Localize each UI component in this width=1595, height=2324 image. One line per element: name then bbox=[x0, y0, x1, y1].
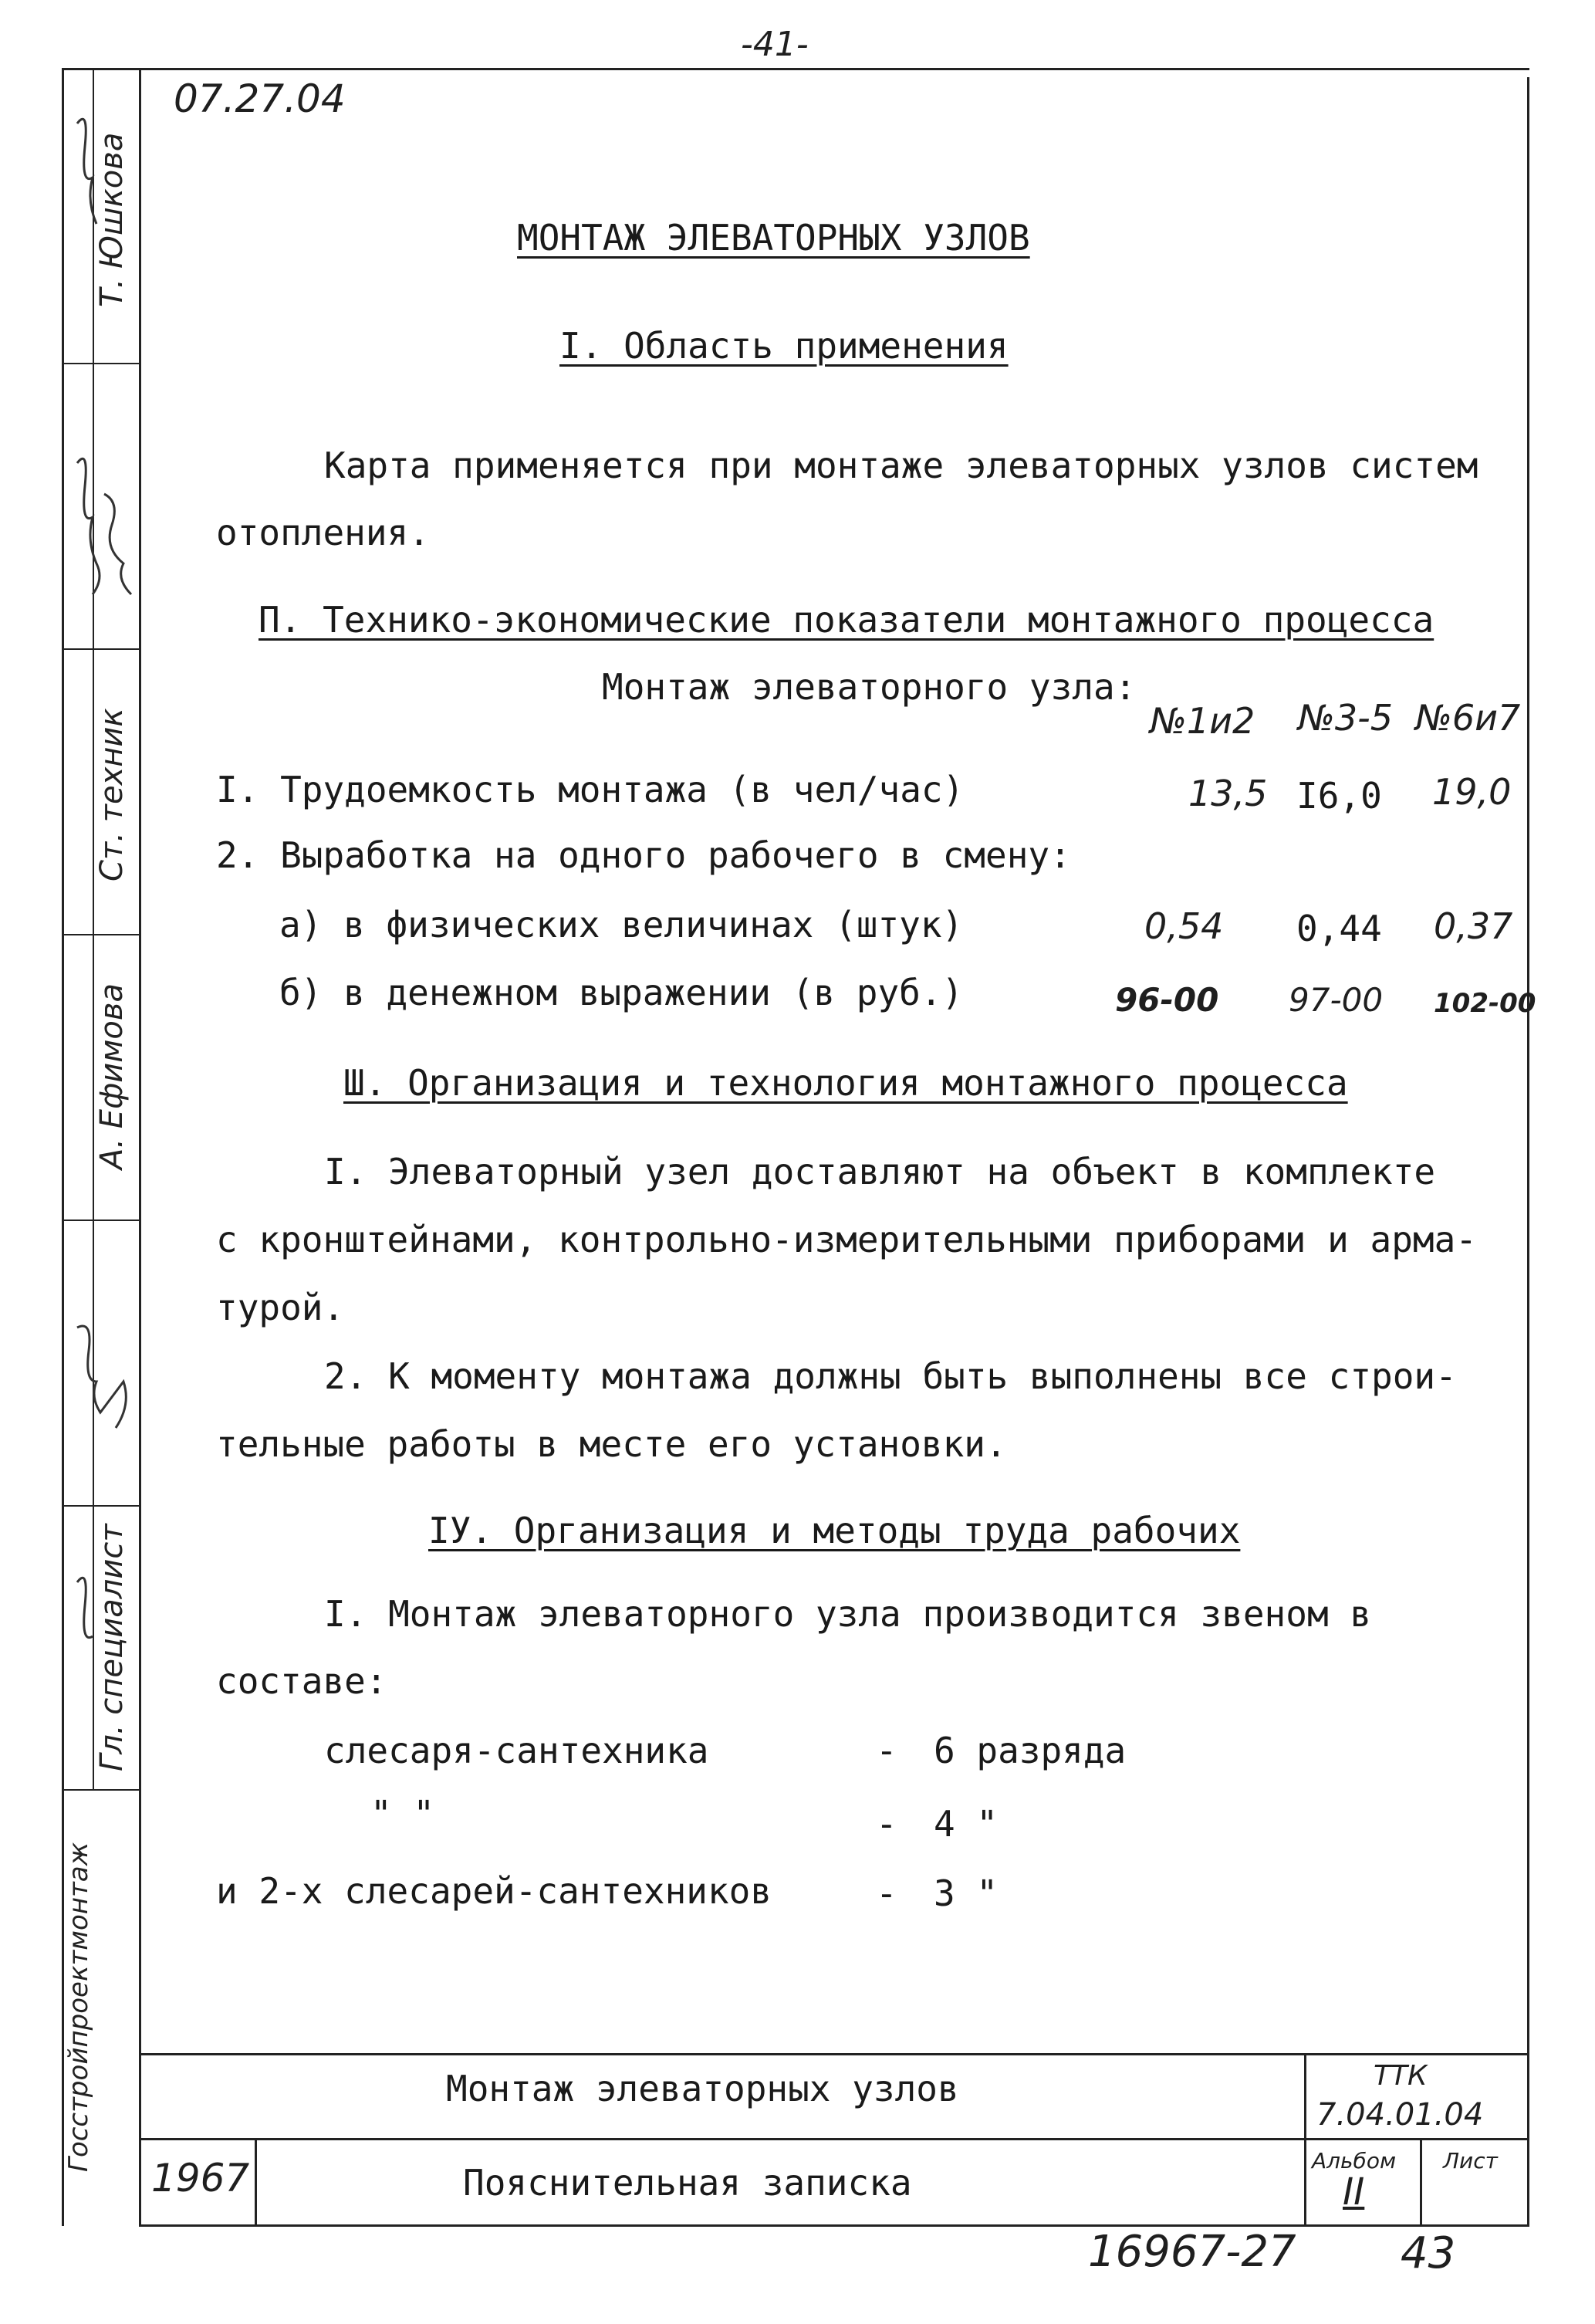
row-label: а) в физических величинах (штук) bbox=[279, 904, 964, 945]
frame-bottom-line bbox=[139, 2224, 1529, 2227]
section3-p1-line3: турой. bbox=[216, 1287, 345, 1328]
crew-who: и 2-х слесарей-сантехников bbox=[216, 1870, 772, 1912]
row-label: I. Трудоемкость монтажа (в чел/час) bbox=[216, 769, 965, 810]
frame-top-line bbox=[62, 68, 1529, 70]
title-block-code-line2: 7.04.01.04 bbox=[1316, 2097, 1484, 2133]
footer-sheet: 43 bbox=[1401, 2228, 1456, 2278]
column-header: №1и2 bbox=[1150, 700, 1255, 742]
footer-number: 16967-27 bbox=[1088, 2227, 1296, 2277]
section2-heading: П. Технико-экономические показатели монтажного процесса bbox=[259, 599, 1434, 641]
title-block-album-label: Альбом bbox=[1312, 2148, 1397, 2173]
title-block-code-line1: ТТК bbox=[1374, 2060, 1428, 2092]
title-block-subtitle: Пояснительная записка bbox=[463, 2162, 912, 2204]
section3-p1-line1: I. Элеваторный узел доставляют на объект в комплекте bbox=[324, 1151, 1436, 1192]
crew-grade: 3 " bbox=[934, 1872, 999, 1914]
crew-who: слесаря-сантехника bbox=[324, 1730, 709, 1771]
column-header: №6и7 bbox=[1415, 697, 1521, 739]
side-stamp-cell: Ст. техник bbox=[94, 708, 130, 882]
row-label: 2. Выработка на одного рабочего в смену: bbox=[216, 834, 1071, 876]
side-stamp-cell: А. Ефимова bbox=[94, 983, 130, 1170]
crew-who: " " bbox=[370, 1793, 435, 1835]
section1-text-line1: Карта применяется при монтаже элеваторных узлов систем bbox=[324, 445, 1478, 486]
side-stamp-cell: Т. Юшкова bbox=[94, 132, 130, 308]
crew-dash: - bbox=[876, 1872, 897, 1914]
row-value: I6,0 bbox=[1296, 775, 1382, 817]
row-value: 0,44 bbox=[1296, 908, 1382, 949]
row-value: 0,54 bbox=[1144, 905, 1224, 947]
section4-p1-line2: составе: bbox=[216, 1660, 387, 1702]
section3-p1-line2: с кронштейнами, контрольно-измерительными приборами и арма- bbox=[216, 1219, 1477, 1260]
crew-dash: - bbox=[876, 1730, 897, 1771]
row-label: б) в денежном выражении (в руб.) bbox=[279, 972, 964, 1013]
section3-p2-line2: тельные работы в месте его установки. bbox=[216, 1423, 1007, 1465]
frame-right-line bbox=[1527, 77, 1529, 2227]
title-block-year: 1967 bbox=[151, 2156, 250, 2201]
frame-left-line bbox=[139, 68, 141, 2226]
row-value: 0,37 bbox=[1434, 905, 1513, 947]
page-mark: -41- bbox=[741, 25, 809, 64]
row-value: 13,5 bbox=[1188, 773, 1268, 814]
section1-text-line2: отопления. bbox=[216, 512, 430, 553]
signatures-graphic bbox=[62, 77, 139, 1775]
row-value: 97-00 bbox=[1289, 981, 1384, 1019]
corner-code: 07.27.04 bbox=[174, 76, 346, 121]
title-block-year-divider bbox=[255, 2138, 257, 2226]
column-header: №3-5 bbox=[1298, 697, 1393, 739]
crew-grade: 4 " bbox=[934, 1803, 999, 1845]
side-divider bbox=[62, 1789, 139, 1791]
section4-p1-line1: I. Монтаж элеваторного узла производится звеном в bbox=[324, 1593, 1372, 1635]
section1-heading: I. Область применения bbox=[559, 325, 1009, 367]
title-block-sheet-label: Лист bbox=[1443, 2148, 1498, 2173]
section3-p2-line1: 2. К моменту монтажа должны быть выполнены все строи- bbox=[324, 1355, 1457, 1397]
row-value: 102-00 bbox=[1434, 988, 1536, 1019]
row-value: 19,0 bbox=[1432, 771, 1512, 813]
section4-heading: IУ. Организация и методы труда рабочих bbox=[428, 1510, 1241, 1551]
row-value: 96-00 bbox=[1115, 981, 1219, 1019]
title-block-sheet-divider bbox=[1420, 2138, 1422, 2226]
title-block-album-value: II bbox=[1343, 2170, 1365, 2214]
section3-heading: Ш. Организация и технология монтажного процесса bbox=[343, 1062, 1348, 1104]
section2-subheading: Монтаж элеваторного узла: bbox=[602, 666, 1137, 708]
title-block-name: Монтаж элеваторных узлов bbox=[446, 2068, 959, 2109]
title-block-code-divider bbox=[1304, 2053, 1306, 2226]
page-title: МОНТАЖ ЭЛЕВАТОРНЫХ УЗЛОВ bbox=[517, 217, 1030, 259]
side-stamp-cell: Гл. специалист bbox=[94, 1524, 130, 1772]
side-stamp-bottom: Госстройпроектмонтаж bbox=[63, 1842, 94, 2172]
crew-dash: - bbox=[876, 1803, 897, 1845]
crew-grade: 6 разряда bbox=[934, 1730, 1127, 1771]
title-block-top-line bbox=[139, 2053, 1529, 2055]
